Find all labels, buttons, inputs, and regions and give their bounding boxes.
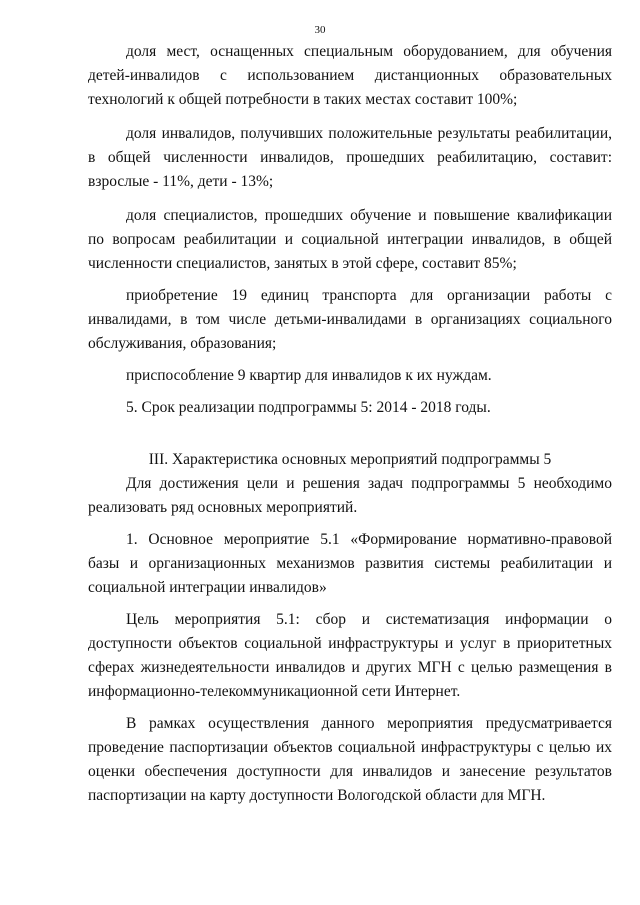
paragraph-goal-achievement: Для достижения цели и решения задач подпрограммы 5 необходимо реализовать ряд основных мероприятий.: [88, 475, 612, 516]
page-number: 30: [314, 24, 326, 36]
paragraph-passportization: В рамках осуществления данного мероприятия предусматривается проведение паспортизации объектов социальной инфраструктуры с целью их оценки обеспечения доступности для инвалидов и занесение результатов паспортизации на карту доступности Вологодской области для МГН.: [88, 715, 612, 804]
paragraph-equipped-places: доля мест, оснащенных специальным оборудованием, для обучения детей-инвалидов с использованием дистанционных образовательных технологий к общей потребности в таких местах составит 100%;: [88, 43, 612, 108]
paragraph-activity-goal: Цель мероприятия 5.1: сбор и систематизация информации о доступности объектов социальной инфраструктуры и услуг в приоритетных сферах жизнедеятельности инвалидов и других МГН с целью размещения в информационно-телекоммуникационной сети Интернет.: [88, 611, 612, 700]
document-body: [88, 40, 612, 808]
paragraph-main-activity-5-1: 1. Основное мероприятие 5.1 «Формирование нормативно-правовой базы и организационных механизмов развития системы реабилитации и социальной интеграции инвалидов»: [88, 531, 612, 596]
paragraph-transport-purchase: приобретение 19 единиц транспорта для организации работы с инвалидами, в том числе детьми-инвалидами в организациях социального обслуживания, образования;: [88, 287, 612, 352]
paragraph-implementation-period: 5. Срок реализации подпрограммы 5: 2014 - 2018 годы.: [126, 399, 491, 416]
section-heading: III. Характеристика основных мероприятий подпрограммы 5: [148, 451, 552, 468]
paragraph-rehabilitation-results: доля инвалидов, получивших положительные результаты реабилитации, в общей численности инвалидов, прошедших реабилитацию, составит: взрослые - 11%, дети - 13%;: [88, 125, 612, 190]
paragraph-specialists-training: доля специалистов, прошедших обучение и повышение квалификации по вопросам реабилитации и социальной интеграции инвалидов, в общей численности специалистов, занятых в этой сфере, составит 85%;: [88, 207, 612, 272]
paragraph-apartments-adaptation: приспособление 9 квартир для инвалидов к их нуждам.: [126, 367, 492, 384]
